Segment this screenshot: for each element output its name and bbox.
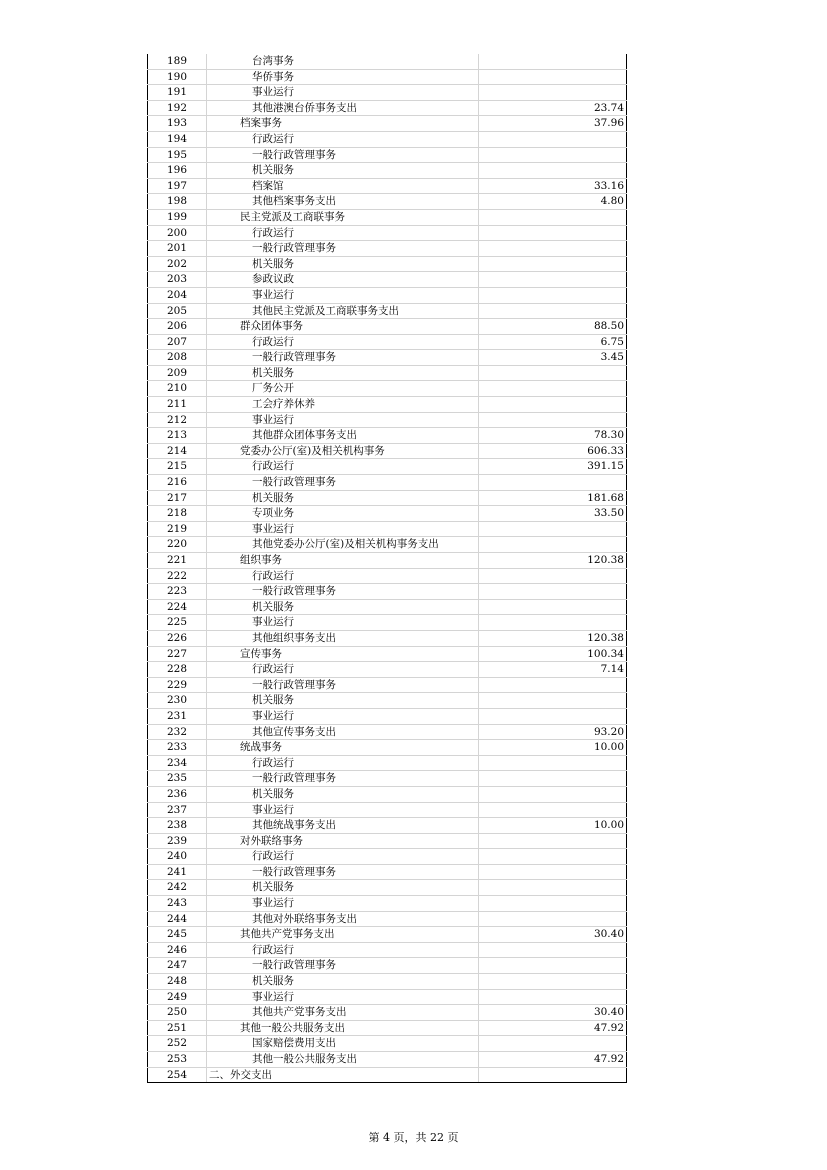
budget-table (147, 54, 627, 1083)
row-number: 205 (147, 304, 207, 319)
row-amount (479, 272, 627, 287)
row-item-name: 参政议政 (207, 272, 479, 287)
row-number: 226 (147, 631, 207, 646)
row-item-name: 其他对外联络事务支出 (207, 912, 479, 927)
row-amount: 391.15 (479, 459, 627, 474)
table-row (147, 116, 627, 132)
row-number: 196 (147, 163, 207, 178)
row-item-name: 其他民主党派及工商联事务支出 (207, 304, 479, 319)
row-number: 231 (147, 709, 207, 724)
row-number: 247 (147, 958, 207, 973)
row-number: 228 (147, 662, 207, 677)
row-item-name: 二、外交支出 (207, 1068, 479, 1083)
table-row (147, 475, 627, 491)
row-item-name: 国家赔偿费用支出 (207, 1036, 479, 1051)
row-number: 221 (147, 553, 207, 568)
row-item-name: 事业运行 (207, 896, 479, 911)
row-amount: 33.50 (479, 506, 627, 521)
row-amount (479, 366, 627, 381)
table-row (147, 943, 627, 959)
row-amount (479, 990, 627, 1005)
row-number: 198 (147, 194, 207, 209)
row-number: 225 (147, 615, 207, 630)
row-amount: 93.20 (479, 725, 627, 740)
row-amount (479, 600, 627, 615)
row-number: 234 (147, 756, 207, 771)
row-item-name: 事业运行 (207, 413, 479, 428)
row-number: 206 (147, 319, 207, 334)
row-amount (479, 974, 627, 989)
row-number: 227 (147, 647, 207, 662)
table-row (147, 584, 627, 600)
row-amount (479, 803, 627, 818)
row-item-name: 其他一般公共服务支出 (207, 1052, 479, 1067)
row-item-name: 其他群众团体事务支出 (207, 428, 479, 443)
row-amount (479, 787, 627, 802)
table-row (147, 849, 627, 865)
table-row (147, 1036, 627, 1052)
row-item-name: 机关服务 (207, 974, 479, 989)
row-number: 208 (147, 350, 207, 365)
row-item-name: 其他一般公共服务支出 (207, 1021, 479, 1036)
row-number: 240 (147, 849, 207, 864)
table-row (147, 179, 627, 195)
row-item-name: 行政运行 (207, 662, 479, 677)
table-row (147, 771, 627, 787)
row-amount (479, 475, 627, 490)
row-item-name: 其他党委办公厅(室)及相关机构事务支出 (207, 537, 479, 552)
row-item-name: 行政运行 (207, 943, 479, 958)
table-row (147, 709, 627, 725)
row-amount (479, 896, 627, 911)
row-item-name: 机关服务 (207, 600, 479, 615)
row-number: 222 (147, 569, 207, 584)
table-row (147, 865, 627, 881)
row-amount (479, 54, 627, 69)
table-row (147, 818, 627, 834)
table-row (147, 537, 627, 553)
row-item-name: 行政运行 (207, 756, 479, 771)
row-item-name: 行政运行 (207, 849, 479, 864)
table-row (147, 350, 627, 366)
row-amount (479, 693, 627, 708)
table-row (147, 210, 627, 226)
table-row (147, 990, 627, 1006)
page-footer: 第 4 页，共 22 页 (368, 1131, 459, 1144)
row-item-name: 行政运行 (207, 459, 479, 474)
row-amount (479, 85, 627, 100)
table-row (147, 366, 627, 382)
table-row (147, 163, 627, 179)
row-number: 232 (147, 725, 207, 740)
row-number: 246 (147, 943, 207, 958)
row-amount (479, 834, 627, 849)
table-row (147, 241, 627, 257)
row-amount (479, 678, 627, 693)
row-number: 254 (147, 1068, 207, 1083)
row-item-name: 厂务公开 (207, 381, 479, 396)
row-amount (479, 569, 627, 584)
row-number: 245 (147, 927, 207, 942)
row-item-name: 事业运行 (207, 803, 479, 818)
row-amount (479, 615, 627, 630)
table-row (147, 880, 627, 896)
row-item-name: 其他宣传事务支出 (207, 725, 479, 740)
row-amount: 37.96 (479, 116, 627, 131)
table-row (147, 647, 627, 663)
row-number: 230 (147, 693, 207, 708)
row-amount: 100.34 (479, 647, 627, 662)
row-number: 235 (147, 771, 207, 786)
row-item-name: 一般行政管理事务 (207, 771, 479, 786)
table-row (147, 756, 627, 772)
row-number: 241 (147, 865, 207, 880)
row-item-name: 事业运行 (207, 522, 479, 537)
row-number: 210 (147, 381, 207, 396)
row-number: 193 (147, 116, 207, 131)
row-item-name: 行政运行 (207, 335, 479, 350)
table-row (147, 397, 627, 413)
table-row (147, 958, 627, 974)
row-number: 197 (147, 179, 207, 194)
row-item-name: 事业运行 (207, 85, 479, 100)
table-row (147, 381, 627, 397)
table-row (147, 288, 627, 304)
table-row (147, 101, 627, 117)
row-number: 233 (147, 740, 207, 755)
row-amount: 3.45 (479, 350, 627, 365)
row-number: 220 (147, 537, 207, 552)
row-number: 248 (147, 974, 207, 989)
row-number: 203 (147, 272, 207, 287)
row-item-name: 一般行政管理事务 (207, 678, 479, 693)
table-row (147, 615, 627, 631)
row-number: 249 (147, 990, 207, 1005)
row-number: 223 (147, 584, 207, 599)
row-number: 238 (147, 818, 207, 833)
row-amount (479, 288, 627, 303)
row-amount: 33.16 (479, 179, 627, 194)
row-amount (479, 1036, 627, 1051)
row-amount: 10.00 (479, 818, 627, 833)
row-item-name: 宣传事务 (207, 647, 479, 662)
table-row (147, 834, 627, 850)
row-amount (479, 880, 627, 895)
row-number: 253 (147, 1052, 207, 1067)
table-row (147, 132, 627, 148)
table-row (147, 896, 627, 912)
row-amount (479, 241, 627, 256)
row-item-name: 机关服务 (207, 880, 479, 895)
row-amount (479, 522, 627, 537)
row-amount: 120.38 (479, 631, 627, 646)
table-row (147, 600, 627, 616)
table-row (147, 522, 627, 538)
table-row (147, 553, 627, 569)
row-amount (479, 865, 627, 880)
table-row (147, 678, 627, 694)
row-amount (479, 304, 627, 319)
row-number: 209 (147, 366, 207, 381)
row-amount: 10.00 (479, 740, 627, 755)
row-item-name: 档案馆 (207, 179, 479, 194)
row-amount (479, 943, 627, 958)
row-item-name: 其他港澳台侨事务支出 (207, 101, 479, 116)
row-item-name: 事业运行 (207, 615, 479, 630)
table-row (147, 569, 627, 585)
table-row (147, 491, 627, 507)
table-row (147, 1021, 627, 1037)
row-amount: 4.80 (479, 194, 627, 209)
row-number: 242 (147, 880, 207, 895)
row-item-name: 机关服务 (207, 366, 479, 381)
row-number: 201 (147, 241, 207, 256)
row-amount: 7.14 (479, 662, 627, 677)
row-item-name: 事业运行 (207, 288, 479, 303)
row-amount (479, 148, 627, 163)
row-amount (479, 709, 627, 724)
row-number: 199 (147, 210, 207, 225)
row-item-name: 其他共产党事务支出 (207, 927, 479, 942)
table-row (147, 444, 627, 460)
row-item-name: 事业运行 (207, 709, 479, 724)
table-row (147, 927, 627, 943)
row-number: 244 (147, 912, 207, 927)
row-amount: 6.75 (479, 335, 627, 350)
row-item-name: 其他共产党事务支出 (207, 1005, 479, 1020)
row-number: 237 (147, 803, 207, 818)
table-row (147, 1005, 627, 1021)
row-amount (479, 70, 627, 85)
row-item-name: 组织事务 (207, 553, 479, 568)
row-amount (479, 958, 627, 973)
row-amount (479, 771, 627, 786)
row-amount: 120.38 (479, 553, 627, 568)
table-row (147, 70, 627, 86)
row-item-name: 机关服务 (207, 787, 479, 802)
table-row (147, 226, 627, 242)
row-item-name: 台湾事务 (207, 54, 479, 69)
row-number: 211 (147, 397, 207, 412)
row-number: 214 (147, 444, 207, 459)
row-number: 229 (147, 678, 207, 693)
row-amount: 47.92 (479, 1021, 627, 1036)
row-item-name: 行政运行 (207, 569, 479, 584)
row-number: 216 (147, 475, 207, 490)
row-amount: 47.92 (479, 1052, 627, 1067)
row-amount (479, 413, 627, 428)
table-row (147, 693, 627, 709)
row-amount (479, 210, 627, 225)
row-number: 217 (147, 491, 207, 506)
row-number: 191 (147, 85, 207, 100)
row-item-name: 一般行政管理事务 (207, 241, 479, 256)
row-amount (479, 849, 627, 864)
row-number: 212 (147, 413, 207, 428)
table-row (147, 725, 627, 741)
row-number: 252 (147, 1036, 207, 1051)
row-amount (479, 912, 627, 927)
row-item-name: 事业运行 (207, 990, 479, 1005)
row-amount: 30.40 (479, 1005, 627, 1020)
table-row (147, 304, 627, 320)
row-item-name: 机关服务 (207, 163, 479, 178)
row-item-name: 民主党派及工商联事务 (207, 210, 479, 225)
table-row (147, 506, 627, 522)
row-amount: 23.74 (479, 101, 627, 116)
row-amount (479, 756, 627, 771)
row-number: 213 (147, 428, 207, 443)
table-row (147, 787, 627, 803)
row-number: 194 (147, 132, 207, 147)
row-item-name: 其他组织事务支出 (207, 631, 479, 646)
table-row (147, 974, 627, 990)
row-number: 192 (147, 101, 207, 116)
row-number: 200 (147, 226, 207, 241)
row-item-name: 一般行政管理事务 (207, 350, 479, 365)
table-row (147, 85, 627, 101)
table-row (147, 319, 627, 335)
row-number: 207 (147, 335, 207, 350)
row-amount: 30.40 (479, 927, 627, 942)
table-row (147, 662, 627, 678)
row-number: 236 (147, 787, 207, 802)
row-item-name: 一般行政管理事务 (207, 148, 479, 163)
table-row (147, 631, 627, 647)
table-row (147, 740, 627, 756)
row-amount (479, 132, 627, 147)
table-row (147, 912, 627, 928)
row-number: 190 (147, 70, 207, 85)
row-number: 243 (147, 896, 207, 911)
row-amount (479, 1068, 627, 1083)
row-item-name: 行政运行 (207, 132, 479, 147)
row-item-name: 专项业务 (207, 506, 479, 521)
row-number: 215 (147, 459, 207, 474)
row-item-name: 党委办公厅(室)及相关机构事务 (207, 444, 479, 459)
row-item-name: 机关服务 (207, 257, 479, 272)
row-number: 250 (147, 1005, 207, 1020)
row-amount: 606.33 (479, 444, 627, 459)
row-amount: 181.68 (479, 491, 627, 506)
table-row (147, 428, 627, 444)
row-number: 219 (147, 522, 207, 537)
row-amount: 88.50 (479, 319, 627, 334)
row-item-name: 工会疗养休养 (207, 397, 479, 412)
table-row (147, 257, 627, 273)
row-amount (479, 537, 627, 552)
row-amount: 78.30 (479, 428, 627, 443)
row-amount (479, 226, 627, 241)
table-row (147, 194, 627, 210)
row-number: 195 (147, 148, 207, 163)
row-number: 189 (147, 54, 207, 69)
table-row (147, 148, 627, 164)
row-number: 218 (147, 506, 207, 521)
row-number: 224 (147, 600, 207, 615)
table-row (147, 459, 627, 475)
row-amount (479, 397, 627, 412)
table-row (147, 1052, 627, 1068)
row-item-name: 华侨事务 (207, 70, 479, 85)
table-row (147, 413, 627, 429)
row-item-name: 一般行政管理事务 (207, 865, 479, 880)
table-row (147, 54, 627, 70)
row-item-name: 机关服务 (207, 693, 479, 708)
row-amount (479, 584, 627, 599)
row-item-name: 一般行政管理事务 (207, 584, 479, 599)
row-item-name: 一般行政管理事务 (207, 475, 479, 490)
row-item-name: 行政运行 (207, 226, 479, 241)
row-amount (479, 257, 627, 272)
row-item-name: 一般行政管理事务 (207, 958, 479, 973)
row-item-name: 对外联络事务 (207, 834, 479, 849)
table-row (147, 803, 627, 819)
row-number: 239 (147, 834, 207, 849)
row-number: 251 (147, 1021, 207, 1036)
row-item-name: 其他统战事务支出 (207, 818, 479, 833)
table-row (147, 1068, 627, 1084)
row-item-name: 统战事务 (207, 740, 479, 755)
row-amount (479, 163, 627, 178)
table-row (147, 272, 627, 288)
row-item-name: 档案事务 (207, 116, 479, 131)
table-row (147, 335, 627, 351)
row-number: 204 (147, 288, 207, 303)
row-number: 202 (147, 257, 207, 272)
row-item-name: 其他档案事务支出 (207, 194, 479, 209)
row-item-name: 机关服务 (207, 491, 479, 506)
row-item-name: 群众团体事务 (207, 319, 479, 334)
row-amount (479, 381, 627, 396)
